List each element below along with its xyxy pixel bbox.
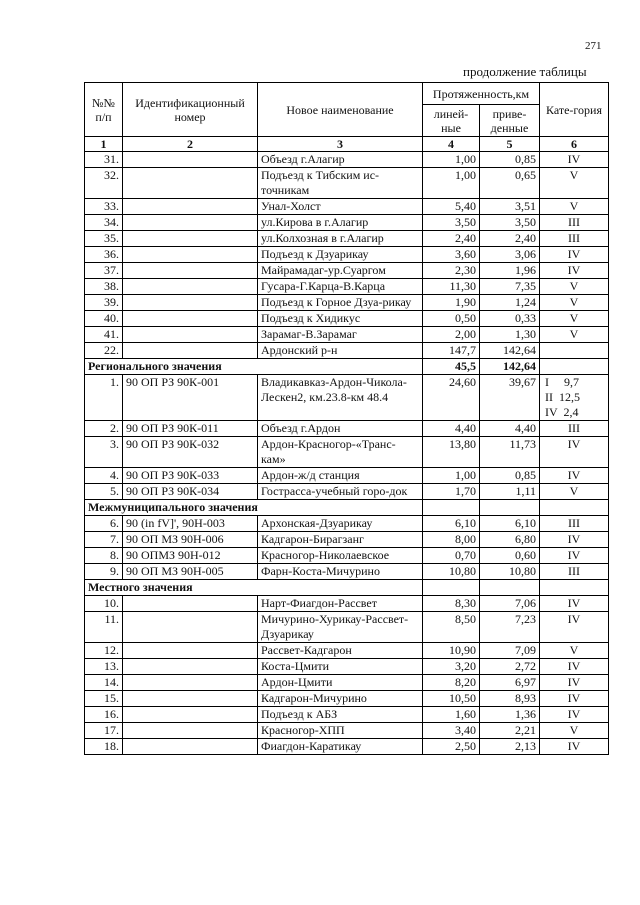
length-linear-cell: 10,80 bbox=[423, 564, 480, 580]
table-row bbox=[85, 564, 609, 580]
category-cell bbox=[540, 500, 609, 516]
length-reduced-cell: 3,51 bbox=[480, 199, 540, 215]
section-length-linear bbox=[423, 580, 480, 596]
length-reduced-cell: 2,40 bbox=[480, 231, 540, 247]
road-name-cell: Нарт-Фиагдон-Рассвет bbox=[258, 596, 423, 612]
length-linear-cell: 0,50 bbox=[423, 311, 480, 327]
road-id-cell bbox=[123, 199, 258, 215]
road-id-cell bbox=[123, 327, 258, 343]
length-reduced-cell: 2,13 bbox=[480, 739, 540, 755]
road-id-cell bbox=[123, 596, 258, 612]
length-reduced-cell: 0,85 bbox=[480, 152, 540, 168]
road-id-cell: 90 ОП РЗ 90К-032 bbox=[123, 437, 258, 468]
header-id: Идентификационный номер bbox=[123, 83, 258, 137]
road-id-cell bbox=[123, 295, 258, 311]
length-reduced-cell: 6,97 bbox=[480, 675, 540, 691]
length-reduced-cell: 7,06 bbox=[480, 596, 540, 612]
length-linear-cell: 8,00 bbox=[423, 532, 480, 548]
table-row bbox=[85, 516, 609, 532]
category-cell: III bbox=[540, 215, 609, 231]
table-row bbox=[85, 327, 609, 343]
section-length-reduced bbox=[480, 580, 540, 596]
length-linear-cell: 1,90 bbox=[423, 295, 480, 311]
length-reduced-cell: 0,85 bbox=[480, 468, 540, 484]
table-row bbox=[85, 675, 609, 691]
road-id-cell bbox=[123, 723, 258, 739]
row-number-cell: 32. bbox=[85, 168, 123, 199]
table-row bbox=[85, 596, 609, 612]
length-linear-cell: 2,50 bbox=[423, 739, 480, 755]
row-number-cell: 3. bbox=[85, 437, 123, 468]
row-number-cell: 13. bbox=[85, 659, 123, 675]
road-name-cell: Подъезд к Дзуарикау bbox=[258, 247, 423, 263]
table-row bbox=[85, 215, 609, 231]
table-row bbox=[85, 168, 609, 199]
table-row bbox=[85, 231, 609, 247]
row-number-cell: 31. bbox=[85, 152, 123, 168]
road-id-cell: 90 ОП МЗ 90Н-006 bbox=[123, 532, 258, 548]
category-cell: V bbox=[540, 199, 609, 215]
district-total-row bbox=[85, 343, 609, 359]
road-id-cell bbox=[123, 231, 258, 247]
district-name-cell: Ардонский р-н bbox=[258, 343, 423, 359]
table-row bbox=[85, 437, 609, 468]
road-name-cell: Красногор-Николаевское bbox=[258, 548, 423, 564]
section-title: Местного значения bbox=[85, 580, 423, 596]
road-name-cell: Гострасса-учебный горо-док bbox=[258, 484, 423, 500]
length-reduced-cell: 1,36 bbox=[480, 707, 540, 723]
category-line: IV 2,4 bbox=[545, 405, 579, 419]
category-cell bbox=[540, 343, 609, 359]
row-number-cell: 33. bbox=[85, 199, 123, 215]
road-id-cell bbox=[123, 707, 258, 723]
road-name-cell: Зарамаг-В.Зарамаг bbox=[258, 327, 423, 343]
roads-table bbox=[84, 82, 609, 755]
road-name-cell: Объезд г.Ардон bbox=[258, 421, 423, 437]
road-id-cell bbox=[123, 675, 258, 691]
road-name-cell: Подъезд к Горное Дзуа-рикау bbox=[258, 295, 423, 311]
row-number-cell: 39. bbox=[85, 295, 123, 311]
road-name-cell: Подъезд к Хидикус bbox=[258, 311, 423, 327]
road-id-cell bbox=[123, 279, 258, 295]
road-id-cell bbox=[123, 612, 258, 643]
length-linear-cell: 147,7 bbox=[423, 343, 480, 359]
row-number-cell: 37. bbox=[85, 263, 123, 279]
row-number-cell: 36. bbox=[85, 247, 123, 263]
table-header bbox=[85, 83, 609, 137]
length-linear-cell: 4,40 bbox=[423, 421, 480, 437]
category-cell: IV bbox=[540, 532, 609, 548]
table-row bbox=[85, 707, 609, 723]
length-reduced-cell: 1,24 bbox=[480, 295, 540, 311]
section-title: Межмуниципального значения bbox=[85, 500, 423, 516]
table-row bbox=[85, 375, 609, 421]
table-row bbox=[85, 723, 609, 739]
column-number: 3 bbox=[258, 137, 423, 152]
category-cell: III bbox=[540, 516, 609, 532]
category-cell: IV bbox=[540, 691, 609, 707]
category-line: I 9,7 bbox=[545, 375, 579, 389]
category-cell: IV bbox=[540, 612, 609, 643]
category-cell: IV bbox=[540, 437, 609, 468]
row-number-cell: 18. bbox=[85, 739, 123, 755]
table-row bbox=[85, 295, 609, 311]
road-name-cell: Кадгарон-Мичурино bbox=[258, 691, 423, 707]
length-linear-cell: 8,30 bbox=[423, 596, 480, 612]
road-id-cell: 90 ОП РЗ 90К-034 bbox=[123, 484, 258, 500]
table-row bbox=[85, 311, 609, 327]
length-linear-cell: 8,20 bbox=[423, 675, 480, 691]
column-number: 5 bbox=[480, 137, 540, 152]
category-cell: IV bbox=[540, 739, 609, 755]
section-header-row bbox=[85, 580, 609, 596]
section-length-linear: 45,5 bbox=[423, 359, 480, 375]
road-id-cell: 90 ОПМЗ 90Н-012 bbox=[123, 548, 258, 564]
length-linear-cell: 13,80 bbox=[423, 437, 480, 468]
length-linear-cell: 5,40 bbox=[423, 199, 480, 215]
road-name-cell: Подъезд к Тибским ис-точникам bbox=[258, 168, 423, 199]
length-reduced-cell: 1,30 bbox=[480, 327, 540, 343]
row-number-cell: 14. bbox=[85, 675, 123, 691]
header-length: Протяженность,км bbox=[423, 83, 540, 105]
length-linear-cell: 11,30 bbox=[423, 279, 480, 295]
length-reduced-cell: 11,73 bbox=[480, 437, 540, 468]
length-linear-cell: 8,50 bbox=[423, 612, 480, 643]
road-id-cell: 90 ОП РЗ 90К-001 bbox=[123, 375, 258, 421]
road-id-cell: 90 ОП РЗ 90К-033 bbox=[123, 468, 258, 484]
header-linear: линей-ные bbox=[423, 105, 480, 137]
road-id-cell bbox=[123, 152, 258, 168]
table-row bbox=[85, 659, 609, 675]
length-reduced-cell: 3,50 bbox=[480, 215, 540, 231]
category-cell: IV bbox=[540, 468, 609, 484]
length-reduced-cell: 6,80 bbox=[480, 532, 540, 548]
row-number-cell: 40. bbox=[85, 311, 123, 327]
length-reduced-cell: 142,64 bbox=[480, 343, 540, 359]
length-reduced-cell: 7,35 bbox=[480, 279, 540, 295]
length-reduced-cell: 10,80 bbox=[480, 564, 540, 580]
length-reduced-cell: 0,33 bbox=[480, 311, 540, 327]
road-name-cell: Красногор-ХПП bbox=[258, 723, 423, 739]
length-linear-cell: 3,20 bbox=[423, 659, 480, 675]
length-reduced-cell: 0,65 bbox=[480, 168, 540, 199]
row-number-cell: 10. bbox=[85, 596, 123, 612]
row-number-cell: 6. bbox=[85, 516, 123, 532]
table-row bbox=[85, 279, 609, 295]
row-number-cell: 38. bbox=[85, 279, 123, 295]
table-row bbox=[85, 484, 609, 500]
header-reduced: приве-денные bbox=[480, 105, 540, 137]
category-cell: IV bbox=[540, 596, 609, 612]
length-reduced-cell: 8,93 bbox=[480, 691, 540, 707]
category-cell: IV bbox=[540, 548, 609, 564]
table-row bbox=[85, 421, 609, 437]
length-reduced-cell: 1,11 bbox=[480, 484, 540, 500]
category-cell: III bbox=[540, 421, 609, 437]
road-name-cell: Ардон-Красногор-«Транс-кам» bbox=[258, 437, 423, 468]
length-linear-cell: 1,00 bbox=[423, 152, 480, 168]
category-cell: V bbox=[540, 643, 609, 659]
length-reduced-cell: 39,67 bbox=[480, 375, 540, 421]
row-number-cell: 12. bbox=[85, 643, 123, 659]
category-cell: IV bbox=[540, 707, 609, 723]
table-row bbox=[85, 247, 609, 263]
table-row bbox=[85, 263, 609, 279]
road-name-cell: Объезд г.Алагир bbox=[258, 152, 423, 168]
road-id-cell bbox=[123, 168, 258, 199]
table-row bbox=[85, 612, 609, 643]
table-row bbox=[85, 468, 609, 484]
category-cell: V bbox=[540, 295, 609, 311]
road-name-cell: ул.Колхозная в г.Алагир bbox=[258, 231, 423, 247]
category-cell: V bbox=[540, 311, 609, 327]
length-reduced-cell: 6,10 bbox=[480, 516, 540, 532]
row-number-cell: 5. bbox=[85, 484, 123, 500]
length-linear-cell: 1,60 bbox=[423, 707, 480, 723]
category-cell: V bbox=[540, 723, 609, 739]
length-linear-cell: 1,00 bbox=[423, 168, 480, 199]
header-category: Кате-гория bbox=[540, 83, 609, 137]
row-number-cell: 16. bbox=[85, 707, 123, 723]
road-id-cell bbox=[123, 311, 258, 327]
category-line: II 12,5 bbox=[545, 390, 580, 404]
category-cell: III bbox=[540, 564, 609, 580]
road-name-cell: Коста-Цмити bbox=[258, 659, 423, 675]
road-name-cell: Ардон-ж/д станция bbox=[258, 468, 423, 484]
length-linear-cell: 3,60 bbox=[423, 247, 480, 263]
length-linear-cell: 2,30 bbox=[423, 263, 480, 279]
row-number-cell: 15. bbox=[85, 691, 123, 707]
table-row bbox=[85, 152, 609, 168]
category-cell bbox=[540, 580, 609, 596]
row-number-cell: 22. bbox=[85, 343, 123, 359]
table-row bbox=[85, 643, 609, 659]
row-number-cell: 41. bbox=[85, 327, 123, 343]
row-number-cell: 9. bbox=[85, 564, 123, 580]
column-number: 4 bbox=[423, 137, 480, 152]
road-name-cell: Владикавказ-Ардон-Чикола-Лескен2, км.23.8-км 48.4 bbox=[258, 375, 423, 421]
road-name-cell: Рассвет-Кадгарон bbox=[258, 643, 423, 659]
section-header-row bbox=[85, 359, 609, 375]
row-number-cell: 11. bbox=[85, 612, 123, 643]
road-id-cell bbox=[123, 247, 258, 263]
road-id-cell bbox=[123, 691, 258, 707]
table-continuation-caption: продолжение таблицы bbox=[463, 64, 587, 79]
length-linear-cell: 24,60 bbox=[423, 375, 480, 421]
length-reduced-cell: 3,06 bbox=[480, 247, 540, 263]
road-name-cell: Кадгарон-Бирагзанг bbox=[258, 532, 423, 548]
length-linear-cell: 10,50 bbox=[423, 691, 480, 707]
road-name-cell: Ардон-Цмити bbox=[258, 675, 423, 691]
length-reduced-cell: 2,72 bbox=[480, 659, 540, 675]
road-id-cell: 90 ОП РЗ 90К-011 bbox=[123, 421, 258, 437]
category-cell: V bbox=[540, 327, 609, 343]
row-number-cell: 35. bbox=[85, 231, 123, 247]
length-reduced-cell: 1,96 bbox=[480, 263, 540, 279]
category-cell: III bbox=[540, 231, 609, 247]
length-linear-cell: 3,50 bbox=[423, 215, 480, 231]
road-name-cell: Майрамадаг-ур.Суаргом bbox=[258, 263, 423, 279]
section-length-reduced: 142,64 bbox=[480, 359, 540, 375]
length-linear-cell: 1,00 bbox=[423, 468, 480, 484]
length-linear-cell: 0,70 bbox=[423, 548, 480, 564]
category-cell: IV bbox=[540, 247, 609, 263]
road-id-cell bbox=[123, 263, 258, 279]
category-cell bbox=[540, 359, 609, 375]
road-name-cell: Гусара-Г.Карца-В.Карца bbox=[258, 279, 423, 295]
row-number-cell: 8. bbox=[85, 548, 123, 564]
page-number: 271 bbox=[585, 40, 602, 52]
length-reduced-cell: 0,60 bbox=[480, 548, 540, 564]
row-number-cell: 34. bbox=[85, 215, 123, 231]
table-row bbox=[85, 199, 609, 215]
road-id-cell bbox=[123, 739, 258, 755]
length-linear-cell: 3,40 bbox=[423, 723, 480, 739]
category-cell bbox=[540, 375, 609, 421]
road-id-cell bbox=[123, 215, 258, 231]
header-name: Новое наименование bbox=[258, 83, 423, 137]
road-id-cell: 90 (in fV]', 90Н-003 bbox=[123, 516, 258, 532]
length-reduced-cell: 7,23 bbox=[480, 612, 540, 643]
road-name-cell: Подъезд к АБЗ bbox=[258, 707, 423, 723]
road-name-cell: Фарн-Коста-Мичурино bbox=[258, 564, 423, 580]
category-cell: IV bbox=[540, 263, 609, 279]
road-name-cell: Мичурино-Хурикау-Рассвет-Дзуарикау bbox=[258, 612, 423, 643]
category-cell: V bbox=[540, 168, 609, 199]
road-id-cell: 90 ОП МЗ 90Н-005 bbox=[123, 564, 258, 580]
length-linear-cell: 2,40 bbox=[423, 231, 480, 247]
category-cell: V bbox=[540, 484, 609, 500]
column-number: 6 bbox=[540, 137, 609, 152]
length-reduced-cell: 2,21 bbox=[480, 723, 540, 739]
road-name-cell: Унал-Холст bbox=[258, 199, 423, 215]
column-numbers-row bbox=[85, 137, 609, 152]
table-row bbox=[85, 691, 609, 707]
category-cell: IV bbox=[540, 675, 609, 691]
road-id-cell bbox=[123, 659, 258, 675]
road-id-cell bbox=[123, 643, 258, 659]
category-cell: IV bbox=[540, 152, 609, 168]
length-linear-cell: 6,10 bbox=[423, 516, 480, 532]
row-number-cell: 7. bbox=[85, 532, 123, 548]
road-name-cell: Архонская-Дзуарикау bbox=[258, 516, 423, 532]
road-name-cell: ул.Кирова в г.Алагир bbox=[258, 215, 423, 231]
row-number-cell: 2. bbox=[85, 421, 123, 437]
column-number: 2 bbox=[123, 137, 258, 152]
length-linear-cell: 10,90 bbox=[423, 643, 480, 659]
section-length-reduced bbox=[480, 500, 540, 516]
length-reduced-cell: 4,40 bbox=[480, 421, 540, 437]
row-number-cell: 1. bbox=[85, 375, 123, 421]
length-linear-cell: 1,70 bbox=[423, 484, 480, 500]
table-row bbox=[85, 532, 609, 548]
section-title: Регионального значения bbox=[85, 359, 423, 375]
length-linear-cell: 2,00 bbox=[423, 327, 480, 343]
row-number-cell: 4. bbox=[85, 468, 123, 484]
section-length-linear bbox=[423, 500, 480, 516]
table-row bbox=[85, 548, 609, 564]
table-row bbox=[85, 739, 609, 755]
header-num: №№ п/п bbox=[85, 83, 123, 137]
section-header-row bbox=[85, 500, 609, 516]
category-cell: IV bbox=[540, 659, 609, 675]
road-id-cell bbox=[123, 343, 258, 359]
road-name-cell: Фиагдон-Каратикау bbox=[258, 739, 423, 755]
row-number-cell: 17. bbox=[85, 723, 123, 739]
column-number: 1 bbox=[85, 137, 123, 152]
length-reduced-cell: 7,09 bbox=[480, 643, 540, 659]
table-body bbox=[85, 137, 609, 755]
category-cell: V bbox=[540, 279, 609, 295]
